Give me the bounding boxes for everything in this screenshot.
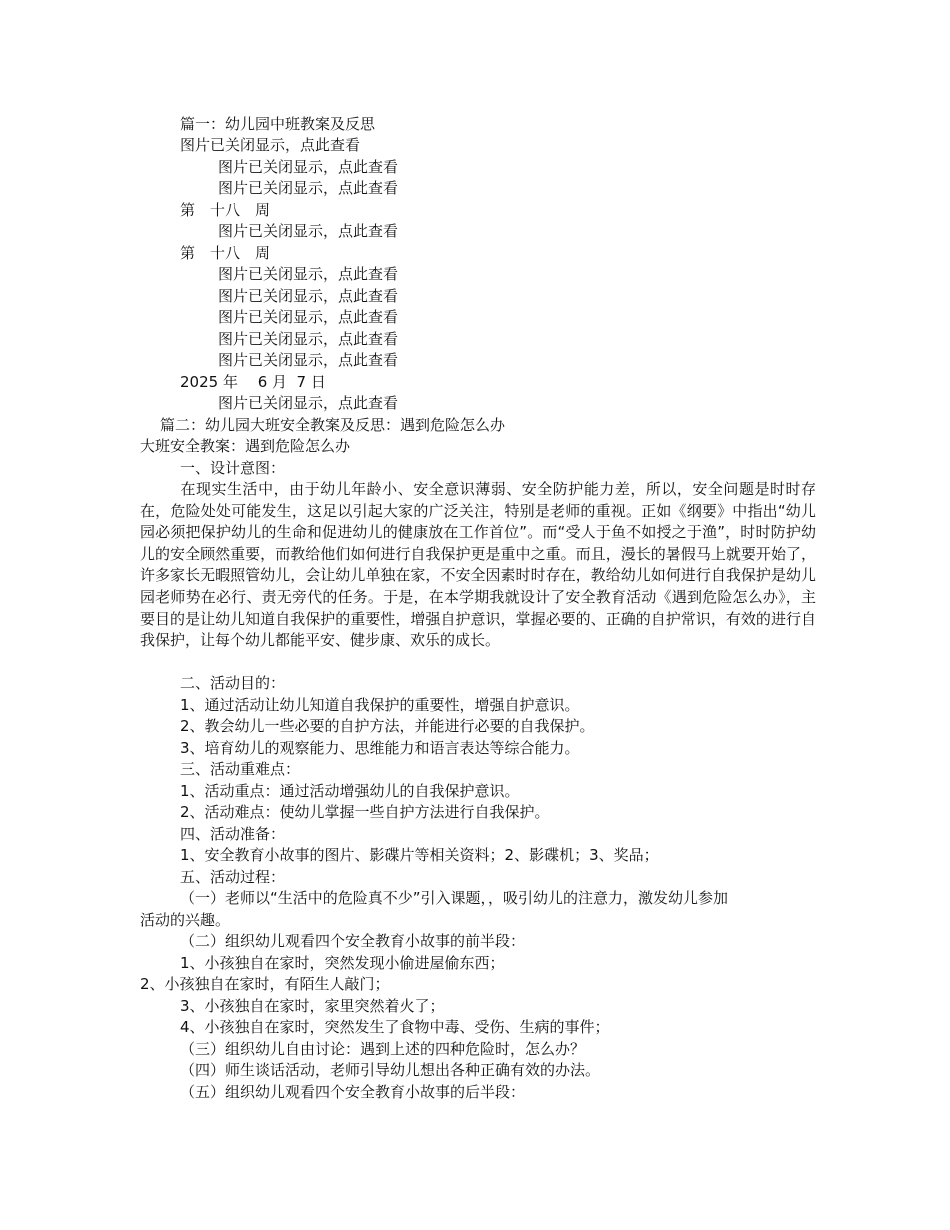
intro-paragraph-text: 在现实生活中，由于幼儿年龄小、安全意识薄弱、安全防护能力差，所以，安全问题是时时存在，危险处处可能发生，这足以引起大家的广泛关注，特别是老师的重视。正如《纲要》中指出“幼儿园必须把保护幼儿的生命和促进幼儿的健康放在工作首位”。而“受人于鱼不如授之于渔”，时时防护幼儿的安全顾然重要，而教给他们如何进行自我保护更是重中之重。而且，漫长的暑假马上就要开始了，许多家长无暇照管幼儿，会让幼儿单独在家，不安全因素时时存在，教给幼儿如何进行自我保护是幼儿园老师势在必行、责无旁代的任务。于是，在本学期我就设计了安全教育活动《遇到危险怎么办》，主要目的是让幼儿知道自我保护的重要性，增强自护意识，掌握必要的、正确的自护常识，有效的进行自我保护，让每个幼儿都能平安、健步康、欢乐的成长。	[140, 480, 816, 650]
list-item: 活动的兴趣。	[140, 911, 231, 929]
heading-key-points: 三、活动重难点：	[180, 760, 301, 778]
image-placeholder-link[interactable]: 图片已关闭显示，点此查看	[218, 308, 399, 326]
list-item: 3、培育幼儿的观察能力、思维能力和语言表达等综合能力。	[180, 739, 580, 757]
image-placeholder-link[interactable]: 图片已关闭显示，点此查看	[180, 136, 361, 154]
list-item: （五）组织幼儿观看四个安全教育小故事的后半段：	[180, 1083, 526, 1101]
image-placeholder-link[interactable]: 图片已关闭显示，点此查看	[218, 222, 399, 240]
list-item: 1、通过活动让幼儿知道自我保护的重要性，增强自护意识。	[180, 696, 580, 714]
list-item: （一）老师以“生活中的危险真不少”引入课题，，吸引幼儿的注意力，激发幼儿参加	[180, 889, 729, 907]
heading-process: 五、活动过程：	[180, 868, 286, 886]
section1-heading: 篇一：幼儿园中班教案及反思	[180, 115, 376, 133]
heading-design-intent: 一、设计意图：	[180, 459, 286, 477]
image-placeholder-link[interactable]: 图片已关闭显示，点此查看	[218, 287, 399, 305]
list-item: 2、教会幼儿一些必要的自护方法，并能进行必要的自我保护。	[180, 717, 595, 735]
date-line: 2025 年 6 月 7 日	[180, 373, 326, 391]
image-placeholder-link[interactable]: 图片已关闭显示，点此查看	[218, 265, 399, 283]
list-item: （三）组织幼儿自由讨论：遇到上述的四种危险时，怎么办？	[180, 1040, 586, 1058]
week-label: 第 十八 周	[180, 201, 271, 219]
intro-paragraph	[140, 479, 816, 652]
section2-heading: 篇二：幼儿园大班安全教案及反思：遇到危险怎么办	[160, 416, 506, 434]
week-label: 第 十八 周	[180, 244, 271, 262]
image-placeholder-link[interactable]: 图片已关闭显示，点此查看	[218, 158, 399, 176]
image-placeholder-link[interactable]: 图片已关闭显示，点此查看	[218, 179, 399, 197]
image-placeholder-link[interactable]: 图片已关闭显示，点此查看	[218, 394, 399, 412]
list-item: 1、安全教育小故事的图片、影碟片等相关资料；2、影碟机；3、奖品；	[180, 846, 659, 864]
image-placeholder-link[interactable]: 图片已关闭显示，点此查看	[218, 351, 399, 369]
list-item: （四）师生谈话活动，老师引导幼儿想出各种正确有效的办法。	[180, 1061, 601, 1079]
image-placeholder-link[interactable]: 图片已关闭显示，点此查看	[218, 330, 399, 348]
list-item: 3、小孩独自在家时，家里突然着火了；	[180, 997, 445, 1015]
list-item: 2、小孩独自在家时，有陌生人敲门；	[140, 975, 390, 993]
list-item: （二）组织幼儿观看四个安全教育小故事的前半段：	[180, 932, 526, 950]
heading-preparation: 四、活动准备：	[180, 825, 286, 843]
lesson-title: 大班安全教案：遇到危险怎么办	[140, 437, 351, 455]
list-item: 1、小孩独自在家时，突然发现小偷进屋偷东西；	[180, 954, 505, 972]
list-item: 1、活动重点：通过活动增强幼儿的自我保护意识。	[180, 782, 520, 800]
list-item: 4、小孩独自在家时，突然发生了食物中毒、受伤、生病的事件；	[180, 1018, 610, 1036]
list-item: 2、活动难点：使幼儿掌握一些自护方法进行自我保护。	[180, 803, 550, 821]
heading-goals: 二、活动目的：	[180, 674, 286, 692]
